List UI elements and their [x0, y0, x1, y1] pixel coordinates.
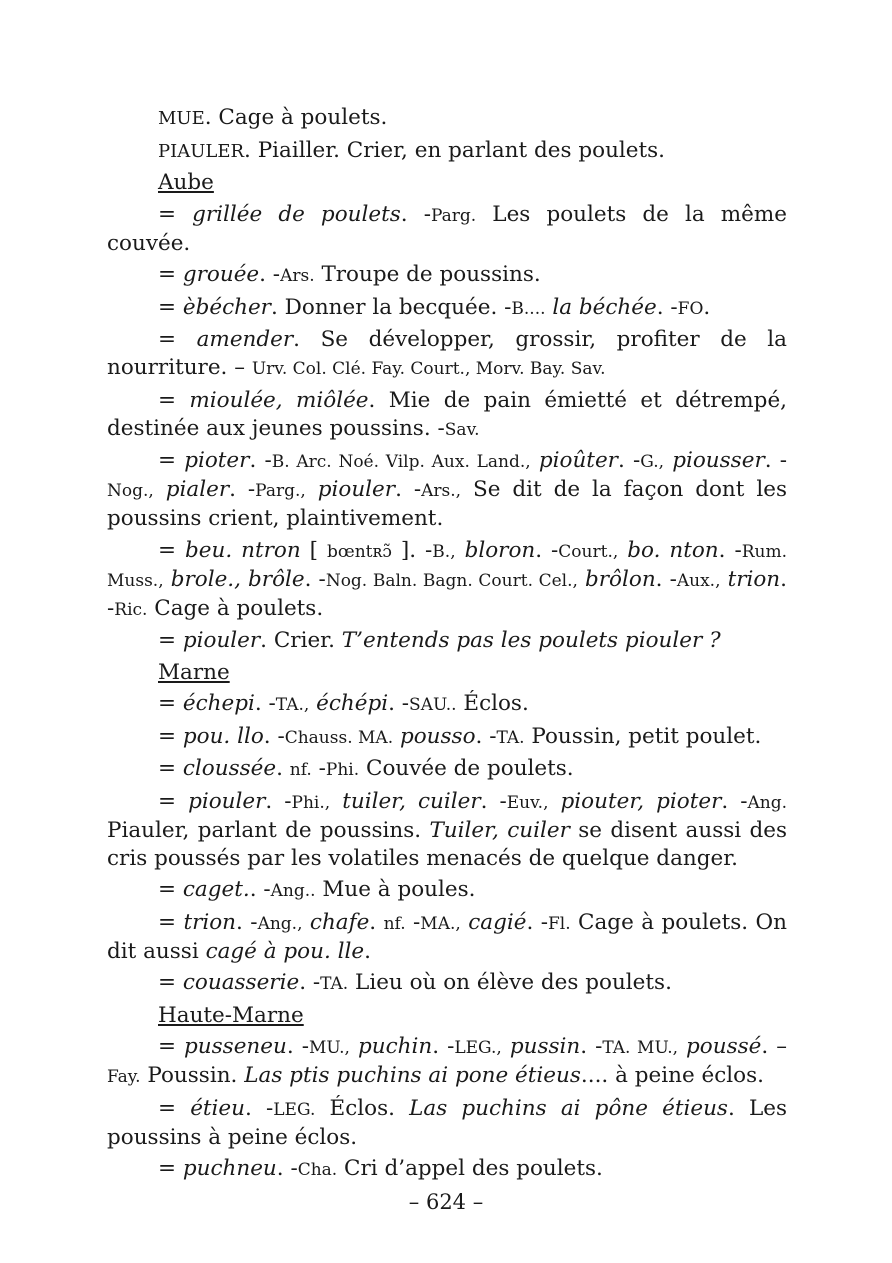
- entry-text: =: [158, 387, 190, 413]
- entry-text: . -: [236, 909, 258, 935]
- headword-italic: grouée: [182, 262, 260, 287]
- source-abbrev: Rum. Muss.,: [107, 541, 787, 591]
- entry-text: .: [276, 756, 290, 781]
- entry-text: . -: [526, 909, 548, 935]
- source-abbrev: TA.: [496, 727, 525, 748]
- entry-text: [350, 1034, 358, 1059]
- section-heading: [107, 659, 787, 687]
- dictionary-entry: [107, 627, 787, 655]
- source-abbrev: B....: [511, 298, 546, 319]
- dictionary-entry: [107, 909, 787, 966]
- entry-text: ]. -: [391, 537, 433, 563]
- entry-text: . -: [249, 448, 272, 473]
- entry-text: Éclos.: [315, 1095, 410, 1121]
- entry-text: . Mie de pain émietté et détrempé, destinée aux jeunes poussins. -: [107, 387, 787, 441]
- source-abbrev: Cha.: [297, 1160, 338, 1180]
- headword-italic: beu. ntron: [184, 537, 301, 563]
- entry-text: [456, 538, 465, 563]
- headword-italic: brôlon: [585, 566, 656, 592]
- entry-text: . -: [432, 1034, 455, 1059]
- dictionary-entry: [107, 1155, 787, 1184]
- dictionary-entry: [107, 1033, 787, 1091]
- entry-text: . -: [259, 262, 281, 287]
- entry-text: Éclos.: [456, 691, 529, 716]
- headword-italic: pioter: [184, 448, 250, 473]
- source-abbrev: Phi.,: [291, 792, 331, 813]
- entry-text: . -: [304, 566, 326, 592]
- source-abbrev: Ang.: [747, 792, 788, 813]
- entry-text: . -: [475, 723, 497, 749]
- dictionary-entry: [107, 969, 787, 998]
- source-abbrev: Ars.,: [421, 481, 462, 501]
- source-abbrev: MA.,: [420, 913, 461, 934]
- entry-text: se disent aussi des cris poussés par les volatiles menacés de quelque danger.: [107, 817, 788, 871]
- entry-text: [531, 448, 539, 473]
- source-abbrev: Ang..: [270, 881, 316, 901]
- entry-text: Mue à poules.: [315, 877, 476, 902]
- entry-text: =: [158, 294, 183, 320]
- entry-text: Troupe de poussins.: [314, 262, 541, 287]
- entry-text: . -: [388, 691, 410, 716]
- dictionary-entry: [107, 723, 787, 752]
- headword-italic: trion: [727, 566, 781, 592]
- entry-text: . Se développer, grossir, profiter de la nourriture. –: [107, 327, 787, 380]
- entry-text: . -: [721, 788, 748, 814]
- headword-italic: trion: [183, 909, 237, 935]
- dictionary-entry: [107, 537, 787, 624]
- dictionary-entry: [107, 137, 787, 166]
- entry-text: =: [158, 691, 183, 716]
- entry-text: .: [369, 909, 384, 935]
- entry-text: [302, 910, 309, 935]
- entry-text: Cri d’appel des poulets.: [337, 1156, 603, 1181]
- entry-text: .... à peine éclos.: [580, 1063, 764, 1088]
- source-abbrev: LEG.,: [454, 1038, 502, 1058]
- headword-italic: Las ptis puchins ai pone étieus: [244, 1063, 581, 1088]
- source-abbrev: B. Arc. Noé. Vilp. Aux. Land.,: [271, 452, 531, 472]
- headword-italic: amender: [196, 327, 294, 352]
- source-abbrev: Chauss. MA.: [284, 727, 394, 748]
- headword-italic: puchin: [357, 1034, 433, 1059]
- source-abbrev: FO: [677, 298, 704, 319]
- entry-text: . Cage à poulets.: [204, 105, 388, 130]
- headword-italic: Tuiler, cuiler: [429, 817, 570, 843]
- headword-italic: bloron: [464, 537, 536, 563]
- headword-italic: piouler: [188, 788, 266, 814]
- dictionary-entry: [107, 387, 787, 444]
- source-abbrev: G.,: [640, 452, 665, 472]
- entry-text: -: [405, 909, 421, 935]
- dictionary-entry: [107, 104, 787, 133]
- dictionary-entry: [107, 690, 787, 719]
- entry-text: Marne: [158, 659, 230, 685]
- headword-italic: piousser: [672, 448, 765, 473]
- headword-italic: la béchée: [552, 294, 657, 320]
- source-abbrev: MU.,: [308, 1038, 350, 1058]
- entry-text: =: [158, 909, 184, 935]
- entry-text: =: [158, 756, 183, 781]
- entry-text: =: [158, 448, 185, 473]
- entry-text: Les poulets de la même couvée.: [107, 201, 787, 256]
- entry-text: .: [703, 294, 711, 320]
- headword-italic: piouler: [317, 477, 396, 502]
- page-number: – 624 –: [408, 1190, 484, 1214]
- entry-text: Haute-Marne: [158, 1002, 304, 1028]
- source-abbrev: TA. MU.,: [602, 1038, 679, 1058]
- headword-italic: grillée de poulets: [192, 201, 401, 227]
- source-abbrev: Phi.: [325, 760, 360, 780]
- section-heading: [107, 169, 787, 197]
- entry-text: [502, 1034, 510, 1059]
- source-abbrev: bœntʀɔ̃: [327, 541, 392, 562]
- entry-text: Cage à poulets. On dit aussi: [107, 909, 788, 964]
- source-abbrev: TA.,: [275, 695, 310, 715]
- headword-italic: cloussée: [182, 756, 277, 781]
- headword-italic: pussin: [509, 1034, 581, 1059]
- entry-text: [164, 567, 171, 592]
- entry-text: [678, 1034, 686, 1059]
- headword-italic: étieu: [190, 1095, 245, 1121]
- dictionary-entry: [107, 447, 787, 533]
- entry-text: . -: [245, 1095, 274, 1121]
- source-abbrev: MUE: [158, 108, 205, 129]
- headword-italic: pusseneu: [184, 1034, 287, 1059]
- entry-text: [: [300, 537, 327, 563]
- entry-text: . -: [229, 477, 256, 502]
- page-body: [107, 104, 787, 1184]
- entry-text: [306, 477, 318, 502]
- dictionary-entry: [107, 755, 787, 784]
- headword-italic: piouter, pioter: [560, 788, 722, 814]
- source-abbrev: Fay.: [107, 1067, 141, 1087]
- entry-text: =: [158, 970, 183, 995]
- source-abbrev: Aux.,: [676, 570, 721, 591]
- entry-text: Couvée de poulets.: [359, 756, 574, 781]
- entry-text: . Donner la becquée. -: [270, 294, 512, 320]
- entry-text: . –: [761, 1034, 788, 1059]
- entry-text: [549, 789, 561, 814]
- headword-italic: bo. nton: [627, 537, 719, 563]
- headword-italic: poussé: [686, 1034, 762, 1059]
- entry-text: . Piailler. Crier, en parlant des poulets.: [244, 137, 666, 163]
- source-abbrev: Ars.: [280, 266, 315, 286]
- source-abbrev: Parg.: [430, 205, 477, 226]
- entry-text: . -: [263, 723, 285, 749]
- entry-text: =: [158, 537, 185, 563]
- dictionary-entry: [107, 1095, 787, 1152]
- headword-italic: Las puchins ai pône étieus: [409, 1095, 728, 1121]
- source-abbrev: LEG.: [273, 1099, 316, 1120]
- entry-text: . -: [107, 566, 787, 621]
- source-abbrev: SAU..: [409, 695, 457, 715]
- entry-text: =: [158, 1156, 183, 1181]
- entry-text: . -: [480, 788, 507, 814]
- headword-italic: pialer: [165, 477, 230, 502]
- entry-text: =: [158, 1034, 185, 1059]
- entry-text: [618, 538, 627, 563]
- source-abbrev: Ric.: [114, 599, 148, 620]
- entry-text: Cage à poulets.: [147, 595, 324, 621]
- entry-text: .: [364, 938, 371, 964]
- headword-italic: puchneu: [182, 1156, 277, 1181]
- entry-text: Se dit de la façon dont les poussins crient, plaintivement.: [107, 477, 787, 531]
- entry-text: [720, 567, 727, 592]
- entry-text: . -: [718, 537, 742, 563]
- entry-text: . -: [265, 788, 292, 814]
- entry-text: . -: [249, 877, 271, 902]
- dictionary-entry: [107, 876, 787, 905]
- dictionary-entry: [107, 201, 787, 258]
- entry-text: [664, 448, 672, 473]
- entry-text: . -: [400, 201, 431, 227]
- headword-italic: cagié: [468, 909, 527, 935]
- entry-text: . -: [617, 448, 641, 473]
- entry-text: . -: [535, 537, 559, 563]
- entry-text: . -: [395, 477, 422, 502]
- entry-text: . Les poussins à peine éclos.: [107, 1095, 788, 1150]
- entry-text: =: [158, 877, 183, 902]
- source-abbrev: Ang.,: [257, 913, 303, 934]
- source-abbrev: Nog. Baln. Bagn. Court. Cel.,: [325, 570, 578, 591]
- entry-text: =: [158, 327, 197, 352]
- source-abbrev: Fl.: [547, 913, 571, 934]
- source-abbrev: Euv.,: [506, 792, 549, 813]
- headword-italic: tuiler, cuiler: [342, 788, 481, 814]
- entry-text: . -: [655, 566, 677, 592]
- entry-text: =: [158, 723, 183, 749]
- entry-text: . Crier.: [260, 628, 342, 653]
- source-abbrev: Urv. Col. Clé. Fay. Court., Morv. Bay. Sav.: [251, 359, 606, 379]
- entry-text: [578, 567, 585, 592]
- dictionary-entry: [107, 294, 787, 323]
- headword-italic: pou. llo: [182, 723, 264, 749]
- entry-text: =: [158, 628, 183, 653]
- dictionary-entry: [107, 326, 787, 383]
- entry-text: Lieu où on élève des poulets.: [348, 970, 672, 995]
- source-abbrev: B.,: [432, 541, 456, 562]
- headword-italic: caget.: [182, 877, 250, 902]
- entry-text: . -: [656, 294, 678, 320]
- headword-italic: èbécher: [182, 294, 271, 320]
- entry-text: =: [158, 201, 193, 227]
- entry-text: . -: [764, 448, 787, 473]
- entry-text: Poussin, petit poulet.: [524, 723, 762, 749]
- headword-italic: chafe: [309, 909, 370, 935]
- source-abbrev: PIAULER: [158, 140, 245, 162]
- headword-italic: brole., brôle: [170, 566, 305, 592]
- entry-text: . -: [299, 970, 321, 995]
- headword-italic: T’entends pas les poulets piouler ?: [341, 628, 721, 653]
- source-abbrev: TA.: [320, 974, 349, 994]
- entry-text: [393, 724, 400, 749]
- dictionary-entry: [107, 261, 787, 290]
- entry-text: [330, 789, 342, 814]
- headword-italic: couasserie: [182, 970, 300, 995]
- entry-text: -: [311, 756, 326, 781]
- source-abbrev: Parg.,: [255, 481, 306, 501]
- headword-italic: pioûter: [538, 448, 618, 473]
- section-heading: [107, 1002, 787, 1030]
- entry-text: =: [158, 1095, 191, 1121]
- entry-text: [154, 477, 166, 502]
- entry-text: . -: [580, 1034, 603, 1059]
- headword-italic: cagé à pou. lle: [205, 938, 365, 964]
- headword-italic: échepi: [182, 691, 255, 716]
- entry-text: . -: [276, 1156, 298, 1181]
- source-abbrev: Sav.: [444, 419, 480, 440]
- entry-text: Aube: [158, 170, 214, 195]
- source-abbrev: Nog.,: [107, 481, 154, 501]
- entry-text: . -: [286, 1034, 309, 1059]
- entry-text: =: [158, 262, 183, 287]
- source-abbrev: nf.: [383, 913, 406, 934]
- dictionary-entry: [107, 788, 787, 873]
- entry-text: Poussin.: [140, 1063, 245, 1088]
- headword-italic: pousso: [399, 723, 476, 749]
- headword-italic: piouler: [182, 628, 261, 653]
- headword-italic: échépi: [316, 691, 389, 716]
- entry-text: =: [158, 788, 189, 814]
- source-abbrev: nf.: [289, 760, 312, 780]
- source-abbrev: Court.,: [558, 541, 619, 562]
- headword-italic: mioulée, miôlée: [189, 387, 369, 413]
- entry-text: . -: [254, 691, 276, 716]
- entry-text: Piauler, parlant de poussins.: [107, 817, 430, 843]
